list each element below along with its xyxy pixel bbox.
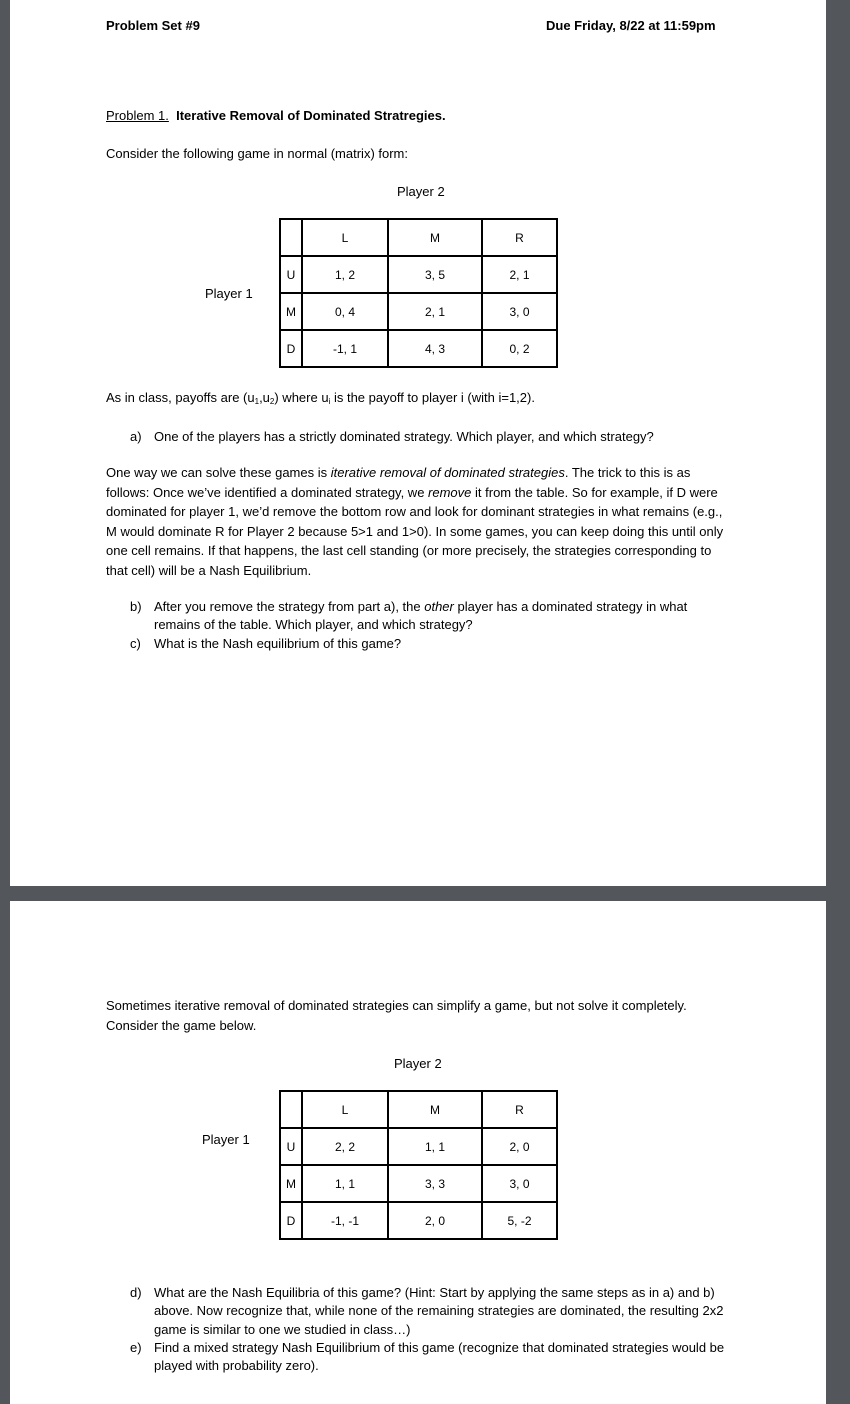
game2-payoff-cell: 3, 3 <box>388 1165 482 1202</box>
game1-payoff-cell: 0, 4 <box>302 293 388 330</box>
game2-row-m <box>280 1165 557 1202</box>
payoff-note-subscript: i <box>328 397 331 406</box>
page-2 <box>10 901 826 1404</box>
question-b-label: b) <box>130 599 142 614</box>
game1-row-m <box>280 293 557 330</box>
game2-row-header: M <box>280 1165 302 1202</box>
game1-header-row <box>280 219 557 256</box>
game1-col-header: R <box>482 219 557 256</box>
question-d <box>130 1284 730 1339</box>
page2-intro: Sometimes iterative removal of dominated strategies can simplify a game, but not solve it completely. Consider the game below. <box>106 998 687 1033</box>
question-e-label: e) <box>130 1339 142 1355</box>
game1-payoff-cell: 1, 2 <box>302 256 388 293</box>
question-list-bc <box>130 598 730 653</box>
game1-row-header: M <box>280 293 302 330</box>
game2-header-row <box>280 1091 557 1128</box>
question-a <box>130 428 730 446</box>
payoff-note-part: ,u <box>259 390 270 405</box>
game2-row-d <box>280 1202 557 1239</box>
explanation-emphasis: iterative removal of dominated strategies <box>330 465 565 480</box>
game1-row-header: U <box>280 256 302 293</box>
question-e-text: Find a mixed strategy Nash Equilibrium of this game (recognize that dominated strategies would be played with probability zero). <box>154 1339 725 1374</box>
game1-payoff-cell: 0, 2 <box>482 330 557 367</box>
game1-payoff-cell: 3, 5 <box>388 256 482 293</box>
game2-player1-label: Player 1 <box>202 1132 250 1147</box>
game2-payoff-cell: 5, -2 <box>482 1202 557 1239</box>
game1-player2-label: Player 2 <box>397 184 445 199</box>
page-1 <box>10 0 826 886</box>
game1-row-d <box>280 330 557 367</box>
game2-col-header: R <box>482 1091 557 1128</box>
game2-payoff-cell: 2, 0 <box>388 1202 482 1239</box>
question-a-label: a) <box>130 429 142 444</box>
due-date: Due Friday, 8/22 at 11:59pm <box>546 18 716 33</box>
game1-payoff-cell: -1, 1 <box>302 330 388 367</box>
game2-payoff-cell: 2, 2 <box>302 1128 388 1165</box>
game2-payoff-cell: 1, 1 <box>302 1165 388 1202</box>
game2-payoff-cell: 1, 1 <box>388 1128 482 1165</box>
payoff-note <box>106 390 535 407</box>
question-c-label: c) <box>130 635 141 651</box>
explanation-part: One way we can solve these games is <box>106 465 331 480</box>
explanation-part: it from the table. So for example, if D were dominated for player 1, we’d remove the bottom row and look for dominant strategies in what remains (e.g., M would dominate R for Player 2 because 5>1 and 1>0). In some games, you can keep doing this until only one cell remains. If that happens, the last cell standing (or more precisely, the strategies corresponding to that cell) will be a Nash Equilibrium. <box>106 484 724 578</box>
payoff-note-subscript: 2 <box>269 397 275 406</box>
game2-payoff-cell: -1, -1 <box>302 1202 388 1239</box>
problem-heading <box>106 108 446 124</box>
question-c-text: What is the Nash equilibrium of this game? <box>154 635 402 651</box>
problem-title: Iterative Removal of Dominated Stratregies. <box>176 108 446 123</box>
game2-payoff-cell: 3, 0 <box>482 1165 557 1202</box>
game2-row-header: D <box>280 1202 302 1239</box>
problem-intro: Consider the following game in normal (matrix) form: <box>106 146 408 161</box>
question-list-de <box>130 1284 730 1375</box>
payoff-note-part: is the payoff to player i (with i=1,2). <box>330 390 535 405</box>
game1-payoff-matrix <box>279 218 558 368</box>
game1-payoff-cell: 2, 1 <box>388 293 482 330</box>
question-list-a <box>130 428 730 446</box>
game2-player2-label: Player 2 <box>394 1056 442 1071</box>
question-d-label: d) <box>130 1285 142 1300</box>
game2-payoff-matrix <box>279 1090 558 1240</box>
game1-row-header: D <box>280 330 302 367</box>
payoff-note-subscript: 1 <box>254 397 260 406</box>
game1-corner-cell <box>280 219 302 256</box>
question-b <box>130 598 730 635</box>
game1-col-header: M <box>388 219 482 256</box>
payoff-note-part: As in class, payoffs are (u <box>106 390 255 405</box>
game1-row-u <box>280 256 557 293</box>
problem-label: Problem 1. <box>106 108 169 123</box>
game2-row-header: U <box>280 1128 302 1165</box>
payoff-note-part: ) where u <box>274 390 329 405</box>
question-b-emphasis: other <box>424 599 454 614</box>
problem-set-title: Problem Set #9 <box>106 18 200 33</box>
question-d-text: What are the Nash Equilibria of this game? (Hint: Start by applying the same steps as in a) and b) above. Now recognize that, while none of the remaining strategies are dominated, the resulting 2x2 game is similar to one we studied in class…) <box>154 1285 724 1337</box>
explanation-paragraph <box>106 463 726 580</box>
game2-row-u <box>280 1128 557 1165</box>
game2-payoff-cell: 2, 0 <box>482 1128 557 1165</box>
game1-payoff-cell: 3, 0 <box>482 293 557 330</box>
question-c <box>130 635 730 653</box>
question-b-text: After you remove the strategy from part a), the <box>154 599 425 614</box>
game1-payoff-cell: 4, 3 <box>388 330 482 367</box>
game2-corner-cell <box>280 1091 302 1128</box>
question-b-text: player has a dominated strategy in what remains of the table. Which player, and which strategy? <box>154 599 688 633</box>
question-a-text: One of the players has a strictly dominated strategy. Which player, and which strategy? <box>154 429 654 444</box>
game1-col-header: L <box>302 219 388 256</box>
explanation-part: . The trick to this is as follows: Once we’ve identified a dominated strategy, we <box>106 465 691 500</box>
game2-col-header: L <box>302 1091 388 1128</box>
game1-player1-label: Player 1 <box>205 286 253 301</box>
explanation-emphasis: remove <box>428 484 472 500</box>
question-e <box>130 1339 730 1376</box>
game1-payoff-cell: 2, 1 <box>482 256 557 293</box>
game2-col-header: M <box>388 1091 482 1128</box>
